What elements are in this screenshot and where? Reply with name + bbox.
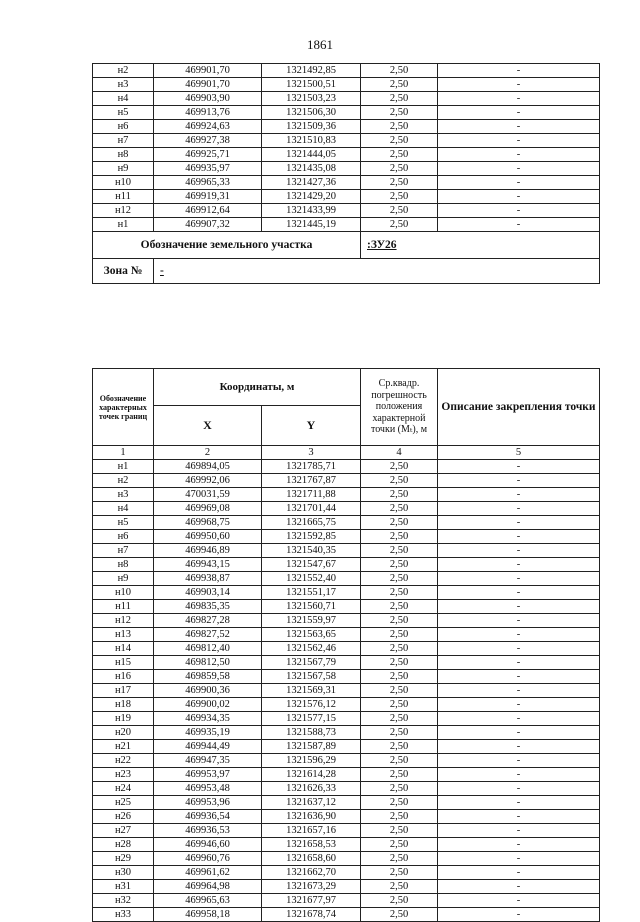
coord-y: 1321626,33	[262, 782, 361, 796]
accuracy: 2,50	[361, 530, 438, 544]
coord-y: 1321562,46	[262, 642, 361, 656]
accuracy: 2,50	[361, 880, 438, 894]
coord-y: 1321506,30	[262, 106, 361, 120]
coord-y: 1321547,67	[262, 558, 361, 572]
coord-y: 1321429,20	[262, 190, 361, 204]
accuracy: 2,50	[361, 162, 438, 176]
coord-x: 469965,33	[154, 176, 262, 190]
coord-y: 1321552,40	[262, 572, 361, 586]
accuracy: 2,50	[361, 726, 438, 740]
coordinates-table-previous	[92, 63, 600, 284]
table-row	[93, 148, 600, 162]
coord-x: 469925,71	[154, 148, 262, 162]
header-y: Y	[262, 406, 361, 446]
accuracy: 2,50	[361, 600, 438, 614]
fixing-description: -	[438, 544, 600, 558]
point-id: н3	[93, 78, 154, 92]
table-row	[93, 218, 600, 232]
coord-x: 469812,50	[154, 656, 262, 670]
coord-x: 469894,05	[154, 460, 262, 474]
accuracy: 2,50	[361, 628, 438, 642]
parcel-label: Обозначение земельного участка	[93, 232, 361, 259]
column-number: 4	[361, 446, 438, 460]
coord-y: 1321665,75	[262, 516, 361, 530]
coord-x: 469947,35	[154, 754, 262, 768]
fixing-description: -	[438, 894, 600, 908]
point-id: н9	[93, 572, 154, 586]
coord-y: 1321559,97	[262, 614, 361, 628]
table-row	[93, 64, 600, 78]
table-row	[93, 516, 600, 530]
fixing-description: -	[438, 190, 600, 204]
table-row	[93, 698, 600, 712]
fixing-description: -	[438, 880, 600, 894]
accuracy: 2,50	[361, 134, 438, 148]
coord-x: 469913,76	[154, 106, 262, 120]
table-row	[93, 768, 600, 782]
point-id: н19	[93, 712, 154, 726]
accuracy: 2,50	[361, 698, 438, 712]
table-row	[93, 474, 600, 488]
table-row	[93, 162, 600, 176]
fixing-description: -	[438, 670, 600, 684]
point-id: н9	[93, 162, 154, 176]
zone-label: Зона №	[93, 259, 154, 284]
table-row	[93, 740, 600, 754]
point-id: н22	[93, 754, 154, 768]
fixing-description: -	[438, 572, 600, 586]
header-point-designation: Обозначение характерных точек границ	[93, 369, 154, 446]
point-id: н2	[93, 474, 154, 488]
accuracy: 2,50	[361, 894, 438, 908]
accuracy: 2,50	[361, 190, 438, 204]
accuracy: 2,50	[361, 852, 438, 866]
fixing-description: -	[438, 460, 600, 474]
coord-x: 469927,38	[154, 134, 262, 148]
coord-x: 469953,97	[154, 768, 262, 782]
point-id: н6	[93, 530, 154, 544]
coord-x: 469901,70	[154, 64, 262, 78]
fixing-description: -	[438, 810, 600, 824]
table-row	[93, 488, 600, 502]
fixing-description: -	[438, 698, 600, 712]
table-row	[93, 92, 600, 106]
coord-x: 469961,62	[154, 866, 262, 880]
fixing-description: -	[438, 106, 600, 120]
table-row	[93, 586, 600, 600]
table-row	[93, 684, 600, 698]
accuracy: 2,50	[361, 558, 438, 572]
table-row	[93, 838, 600, 852]
accuracy: 2,50	[361, 474, 438, 488]
coord-x: 469965,63	[154, 894, 262, 908]
point-id: н10	[93, 176, 154, 190]
accuracy: 2,50	[361, 204, 438, 218]
parcel-value: :ЗУ26	[361, 232, 600, 259]
accuracy: 2,50	[361, 642, 438, 656]
point-id: н6	[93, 120, 154, 134]
coordinates-table	[92, 368, 600, 922]
point-id: н29	[93, 852, 154, 866]
accuracy: 2,50	[361, 740, 438, 754]
coord-x: 469936,53	[154, 824, 262, 838]
coord-y: 1321563,65	[262, 628, 361, 642]
fixing-description: -	[438, 120, 600, 134]
accuracy: 2,50	[361, 754, 438, 768]
coord-x: 469935,97	[154, 162, 262, 176]
coord-x: 469953,96	[154, 796, 262, 810]
table-row	[93, 120, 600, 134]
coord-y: 1321540,35	[262, 544, 361, 558]
accuracy: 2,50	[361, 684, 438, 698]
accuracy: 2,50	[361, 810, 438, 824]
coord-x: 469900,36	[154, 684, 262, 698]
fixing-description: -	[438, 502, 600, 516]
coord-y: 1321444,05	[262, 148, 361, 162]
point-id: н4	[93, 92, 154, 106]
accuracy: 2,50	[361, 824, 438, 838]
coord-y: 1321433,99	[262, 204, 361, 218]
accuracy: 2,50	[361, 670, 438, 684]
fixing-description: -	[438, 908, 600, 922]
column-number: 2	[154, 446, 262, 460]
table-row	[93, 106, 600, 120]
point-id: н7	[93, 544, 154, 558]
table-row	[93, 754, 600, 768]
coord-x: 469903,90	[154, 92, 262, 106]
table-row	[93, 190, 600, 204]
point-id: н27	[93, 824, 154, 838]
accuracy: 2,50	[361, 148, 438, 162]
point-id: н12	[93, 204, 154, 218]
fixing-description: -	[438, 92, 600, 106]
point-id: н23	[93, 768, 154, 782]
coord-y: 1321510,83	[262, 134, 361, 148]
parcel-row	[93, 232, 600, 259]
coord-x: 469938,87	[154, 572, 262, 586]
accuracy: 2,50	[361, 656, 438, 670]
accuracy: 2,50	[361, 614, 438, 628]
accuracy: 2,50	[361, 516, 438, 530]
fixing-description: -	[438, 712, 600, 726]
point-id: н3	[93, 488, 154, 502]
coord-y: 1321614,28	[262, 768, 361, 782]
coord-y: 1321767,87	[262, 474, 361, 488]
coord-x: 469903,14	[154, 586, 262, 600]
fixing-description: -	[438, 530, 600, 544]
point-id: н28	[93, 838, 154, 852]
point-id: н5	[93, 516, 154, 530]
accuracy: 2,50	[361, 120, 438, 134]
fixing-description: -	[438, 614, 600, 628]
table-row	[93, 894, 600, 908]
table-row	[93, 796, 600, 810]
point-id: н20	[93, 726, 154, 740]
point-id: н7	[93, 134, 154, 148]
column-number: 5	[438, 446, 600, 460]
point-id: н1	[93, 218, 154, 232]
fixing-description: -	[438, 488, 600, 502]
coord-x: 469859,58	[154, 670, 262, 684]
table-row	[93, 782, 600, 796]
point-id: н13	[93, 628, 154, 642]
header-accuracy: Ср.квадр. погрешность положения характерной точки (Мₜ), м	[361, 369, 438, 446]
fixing-description: -	[438, 838, 600, 852]
fixing-description: -	[438, 866, 600, 880]
coord-y: 1321577,15	[262, 712, 361, 726]
column-number: 3	[262, 446, 361, 460]
accuracy: 2,50	[361, 838, 438, 852]
point-id: н30	[93, 866, 154, 880]
coord-y: 1321588,73	[262, 726, 361, 740]
point-id: н32	[93, 894, 154, 908]
coord-x: 469950,60	[154, 530, 262, 544]
zone-row	[93, 259, 600, 284]
coord-y: 1321509,36	[262, 120, 361, 134]
fixing-description: -	[438, 642, 600, 656]
accuracy: 2,50	[361, 488, 438, 502]
coord-y: 1321587,89	[262, 740, 361, 754]
point-id: н5	[93, 106, 154, 120]
coord-x: 469812,40	[154, 642, 262, 656]
table-row	[93, 670, 600, 684]
coord-y: 1321701,44	[262, 502, 361, 516]
coord-y: 1321492,85	[262, 64, 361, 78]
coord-x: 469953,48	[154, 782, 262, 796]
table-row	[93, 642, 600, 656]
point-id: н10	[93, 586, 154, 600]
fixing-description: -	[438, 852, 600, 866]
coordinates-table-body	[93, 460, 600, 922]
point-id: н17	[93, 684, 154, 698]
coordinates-table-previous-body	[93, 64, 600, 232]
table-row	[93, 460, 600, 474]
fixing-description: -	[438, 754, 600, 768]
header-x: X	[154, 406, 262, 446]
point-id: н11	[93, 190, 154, 204]
coord-x: 469907,32	[154, 218, 262, 232]
point-id: н8	[93, 148, 154, 162]
coord-y: 1321503,23	[262, 92, 361, 106]
coord-y: 1321500,51	[262, 78, 361, 92]
point-id: н14	[93, 642, 154, 656]
table-row	[93, 656, 600, 670]
coord-y: 1321636,90	[262, 810, 361, 824]
coord-y: 1321785,71	[262, 460, 361, 474]
fixing-description: -	[438, 824, 600, 838]
point-id: н15	[93, 656, 154, 670]
accuracy: 2,50	[361, 78, 438, 92]
point-id: н4	[93, 502, 154, 516]
point-id: н8	[93, 558, 154, 572]
accuracy: 2,50	[361, 92, 438, 106]
accuracy: 2,50	[361, 796, 438, 810]
fixing-description: -	[438, 796, 600, 810]
fixing-description: -	[438, 204, 600, 218]
fixing-description: -	[438, 740, 600, 754]
coord-x: 469934,35	[154, 712, 262, 726]
table-row	[93, 712, 600, 726]
header-fixing-description: Описание закрепления точки	[438, 369, 600, 446]
coord-x: 469936,54	[154, 810, 262, 824]
table-row	[93, 558, 600, 572]
coord-x: 469919,31	[154, 190, 262, 204]
fixing-description: -	[438, 148, 600, 162]
point-id: н25	[93, 796, 154, 810]
accuracy: 2,50	[361, 460, 438, 474]
accuracy: 2,50	[361, 768, 438, 782]
fixing-description: -	[438, 726, 600, 740]
coord-x: 469946,60	[154, 838, 262, 852]
coord-y: 1321658,60	[262, 852, 361, 866]
table-row	[93, 628, 600, 642]
point-id: н12	[93, 614, 154, 628]
table-row	[93, 204, 600, 218]
coord-x: 469958,18	[154, 908, 262, 922]
table-row	[93, 530, 600, 544]
accuracy: 2,50	[361, 866, 438, 880]
point-id: н11	[93, 600, 154, 614]
coord-y: 1321445,19	[262, 218, 361, 232]
point-id: н26	[93, 810, 154, 824]
coord-y: 1321657,16	[262, 824, 361, 838]
coord-y: 1321596,29	[262, 754, 361, 768]
coord-y: 1321551,17	[262, 586, 361, 600]
table-row	[93, 866, 600, 880]
column-numbers-row	[93, 446, 600, 460]
fixing-description: -	[438, 600, 600, 614]
accuracy: 2,50	[361, 712, 438, 726]
fixing-description: -	[438, 782, 600, 796]
accuracy: 2,50	[361, 908, 438, 922]
coord-y: 1321576,12	[262, 698, 361, 712]
coord-y: 1321677,97	[262, 894, 361, 908]
coord-y: 1321678,74	[262, 908, 361, 922]
coord-x: 469901,70	[154, 78, 262, 92]
coord-y: 1321711,88	[262, 488, 361, 502]
point-id: н16	[93, 670, 154, 684]
coord-x: 469827,52	[154, 628, 262, 642]
point-id: н2	[93, 64, 154, 78]
coord-x: 469912,64	[154, 204, 262, 218]
coord-y: 1321637,12	[262, 796, 361, 810]
accuracy: 2,50	[361, 502, 438, 516]
table-row	[93, 852, 600, 866]
accuracy: 2,50	[361, 64, 438, 78]
table-row	[93, 544, 600, 558]
fixing-description: -	[438, 586, 600, 600]
coord-y: 1321569,31	[262, 684, 361, 698]
table-row	[93, 908, 600, 922]
point-id: н33	[93, 908, 154, 922]
accuracy: 2,50	[361, 586, 438, 600]
fixing-description: -	[438, 558, 600, 572]
coord-x: 469946,89	[154, 544, 262, 558]
coord-x: 469835,35	[154, 600, 262, 614]
fixing-description: -	[438, 516, 600, 530]
table-row	[93, 614, 600, 628]
zone-value: -	[154, 259, 600, 284]
coord-x: 469969,08	[154, 502, 262, 516]
coord-x: 469924,63	[154, 120, 262, 134]
fixing-description: -	[438, 656, 600, 670]
coord-y: 1321662,70	[262, 866, 361, 880]
column-number: 1	[93, 446, 154, 460]
page-number: 1861	[307, 37, 333, 52]
coord-y: 1321567,58	[262, 670, 361, 684]
coord-y: 1321673,29	[262, 880, 361, 894]
table-row	[93, 880, 600, 894]
coord-x: 469964,98	[154, 880, 262, 894]
fixing-description: -	[438, 628, 600, 642]
accuracy: 2,50	[361, 782, 438, 796]
table-header-row	[93, 369, 600, 406]
coord-x: 469992,06	[154, 474, 262, 488]
coord-y: 1321427,36	[262, 176, 361, 190]
coord-y: 1321567,79	[262, 656, 361, 670]
point-id: н1	[93, 460, 154, 474]
table-row	[93, 78, 600, 92]
fixing-description: -	[438, 64, 600, 78]
coord-y: 1321435,08	[262, 162, 361, 176]
table-row	[93, 176, 600, 190]
fixing-description: -	[438, 162, 600, 176]
coord-x: 469943,15	[154, 558, 262, 572]
fixing-description: -	[438, 218, 600, 232]
coord-x: 469960,76	[154, 852, 262, 866]
point-id: н21	[93, 740, 154, 754]
fixing-description: -	[438, 176, 600, 190]
table-row	[93, 824, 600, 838]
fixing-description: -	[438, 684, 600, 698]
coord-y: 1321592,85	[262, 530, 361, 544]
accuracy: 2,50	[361, 544, 438, 558]
fixing-description: -	[438, 474, 600, 488]
coord-x: 469900,02	[154, 698, 262, 712]
accuracy: 2,50	[361, 176, 438, 190]
point-id: н24	[93, 782, 154, 796]
coord-x: 469968,75	[154, 516, 262, 530]
coord-y: 1321560,71	[262, 600, 361, 614]
accuracy: 2,50	[361, 218, 438, 232]
table-row	[93, 572, 600, 586]
point-id: н31	[93, 880, 154, 894]
coord-y: 1321658,53	[262, 838, 361, 852]
table-row	[93, 134, 600, 148]
coord-x: 469944,49	[154, 740, 262, 754]
header-coordinates: Координаты, м	[154, 369, 361, 406]
coord-x: 469827,28	[154, 614, 262, 628]
fixing-description: -	[438, 134, 600, 148]
coord-x: 469935,19	[154, 726, 262, 740]
fixing-description: -	[438, 78, 600, 92]
table-row	[93, 810, 600, 824]
point-id: н18	[93, 698, 154, 712]
table-row	[93, 502, 600, 516]
accuracy: 2,50	[361, 106, 438, 120]
fixing-description: -	[438, 768, 600, 782]
accuracy: 2,50	[361, 572, 438, 586]
table-row	[93, 726, 600, 740]
coord-x: 470031,59	[154, 488, 262, 502]
table-row	[93, 600, 600, 614]
